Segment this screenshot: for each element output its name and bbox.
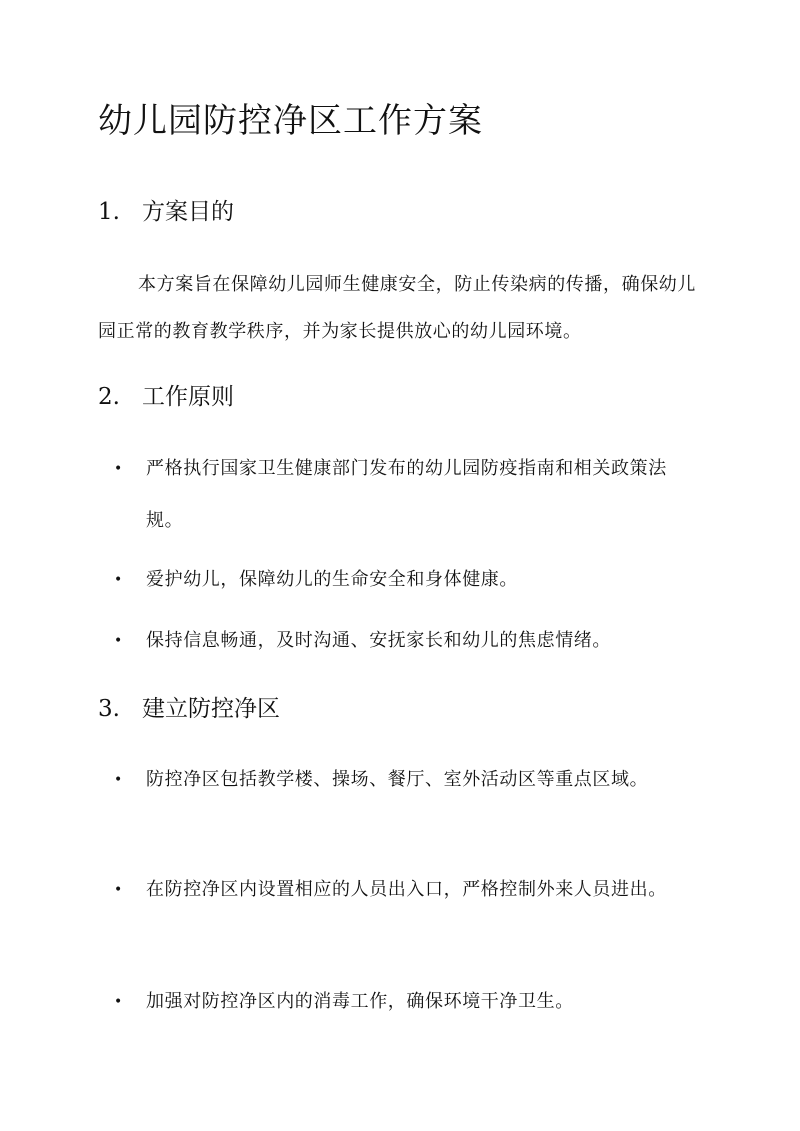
section-number: 1. <box>98 199 120 225</box>
bullet-icon: • <box>114 882 123 898</box>
bullet-icon: • <box>114 572 123 588</box>
list-item <box>114 754 674 806</box>
list-item <box>114 554 674 606</box>
section-heading-purpose <box>98 196 234 228</box>
list-item-text: 严格执行国家卫生健康部门发布的幼儿园防疫指南和相关政策法规。 <box>146 458 667 531</box>
section-title: 方案目的 <box>142 199 234 225</box>
list-item-text: 在防控净区内设置相应的人员出入口，严格控制外来人员进出。 <box>146 879 667 900</box>
list-item-text: 防控净区包括教学楼、操场、餐厅、室外活动区等重点区域。 <box>146 769 649 790</box>
bullet-icon: • <box>114 461 123 477</box>
bullet-icon: • <box>114 994 123 1010</box>
section-title: 建立防控净区 <box>142 696 280 722</box>
bullet-icon: • <box>114 633 123 649</box>
section-heading-clean-zone <box>98 693 280 725</box>
section-number: 2. <box>98 384 120 410</box>
list-item <box>114 864 674 916</box>
section-heading-principles <box>98 381 234 413</box>
list-item <box>114 615 674 667</box>
document-title: 幼儿园防控净区工作方案 <box>98 101 483 141</box>
list-item-text: 加强对防控净区内的消毒工作，确保环境干净卫生。 <box>146 991 574 1012</box>
bullet-icon: • <box>114 772 123 788</box>
list-item-text: 爱护幼儿，保障幼儿的生命安全和身体健康。 <box>146 569 518 590</box>
section-title: 工作原则 <box>142 384 234 410</box>
list-item <box>114 443 674 547</box>
section-number: 3. <box>98 696 120 722</box>
purpose-paragraph: 本方案旨在保障幼儿园师生健康安全，防止传染病的传播，确保幼儿园正常的教育教学秩序，并为家长提供放心的幼儿园环境。 <box>98 274 696 342</box>
list-item-text: 保持信息畅通，及时沟通、安抚家长和幼儿的焦虑情绪。 <box>146 630 611 651</box>
list-item <box>114 976 674 1028</box>
